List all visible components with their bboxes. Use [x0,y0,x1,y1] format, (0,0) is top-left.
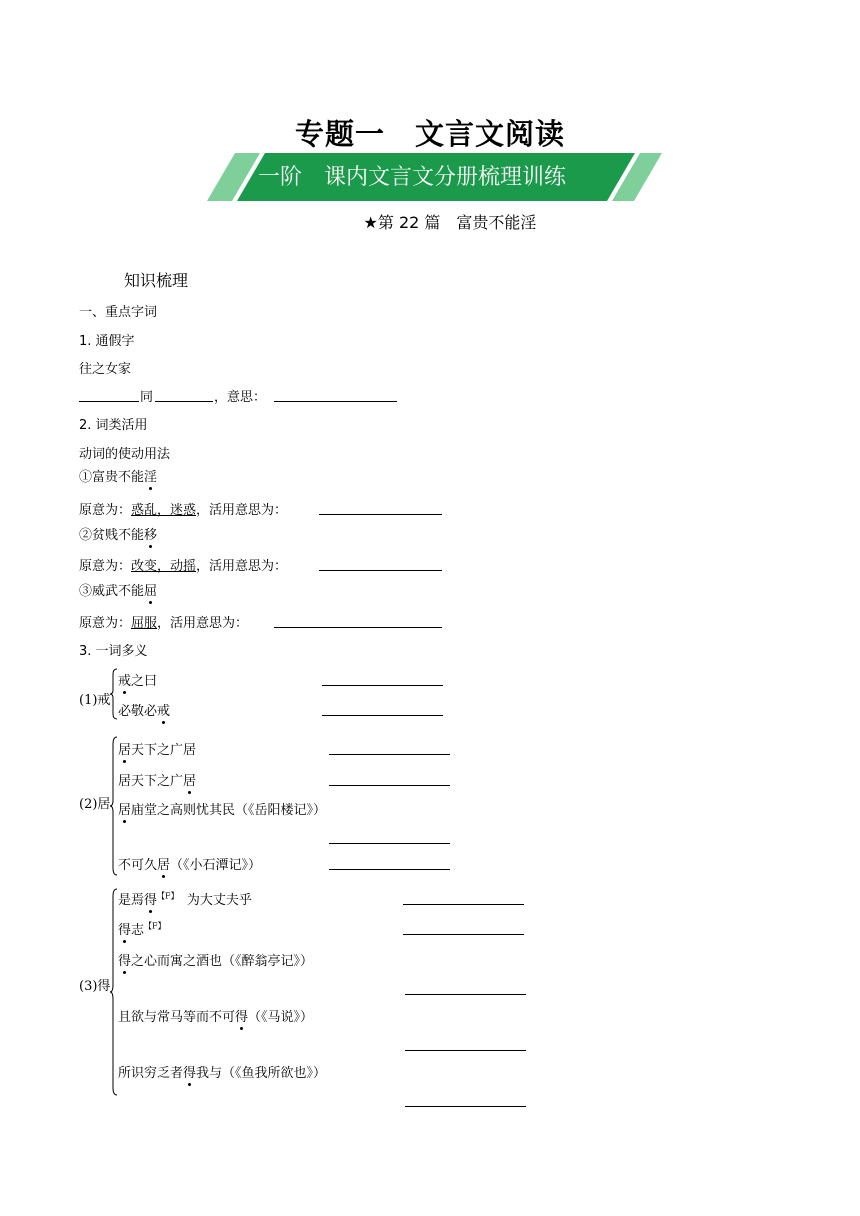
blank-line[interactable] [329,754,450,755]
meaning-example: 且欲与常马等而不可得（《马说》） [118,1006,313,1025]
blank-line[interactable] [329,869,450,870]
meaning-example: 居天下之广居 [118,770,196,789]
brace-icon [110,888,118,1096]
part-heading: 一、重点字词 [79,305,158,320]
meaning-example: 得志$^{【F】}$ [118,919,166,938]
blank-line[interactable] [155,401,213,402]
tongjiazi-example: 往之女家 [79,362,132,377]
example-sentence: ①富贵不能淫 [79,466,157,485]
duoyi-heading: 3. 一词多义 [79,644,148,659]
meaning-example: 不可久居（《小石潭记》） [118,854,261,873]
banner-title: 一阶 课内文言文分册梳理训练 [258,165,567,190]
blank-line[interactable] [322,715,443,716]
cilei-heading: 2. 词类活用 [79,418,148,433]
example-sentence: ②贫贱不能移 [79,524,157,543]
meaning-example: 居庙堂之高则忧其民（《岳阳楼记》） [118,799,326,818]
group-label: (2)居 [79,797,111,812]
blank-line[interactable] [405,1050,526,1051]
blank-line[interactable] [322,685,443,686]
meaning-example: 是焉得$^{【F】}$ 为大丈夫乎 [118,889,252,908]
blank-line[interactable] [319,570,442,571]
original-meaning: 原意为：改变，动摇，活用意思为： [79,559,288,574]
cilei-sub: 动词的使动用法 [79,447,171,462]
meaning-label: ，意思： [214,390,267,405]
group-label: (1)戒 [79,693,111,708]
blank-line[interactable] [403,904,524,905]
meaning-example: 所识穷乏者得我与（《鱼我所欲也》） [118,1062,326,1081]
blank-line[interactable] [274,401,397,402]
meaning-example: 戒之曰 [118,670,157,689]
meaning-example: 得之心而寓之酒也（《醉翁亭记》） [118,950,313,969]
blank-line[interactable] [274,627,442,628]
footnote-mark: 【F】 [144,921,166,931]
blank-line[interactable] [329,785,450,786]
brace-icon [110,668,118,720]
section-heading: 知识梳理 [124,271,189,290]
blank-line[interactable] [403,934,524,935]
brace-icon [110,736,118,876]
same-label: 同 [140,390,154,405]
blank-line[interactable] [319,514,442,515]
tongjiazi-heading: 1. 通假字 [79,334,135,349]
blank-line[interactable] [79,401,139,402]
meaning-example: 居天下之广居 [118,739,196,758]
meaning-example: 必敬必戒 [118,700,170,719]
key-char: 淫 [144,466,157,485]
blank-line[interactable] [405,1106,526,1107]
key-char: 移 [144,524,157,543]
example-sentence: ③威武不能屈 [79,580,157,599]
key-char: 屈 [144,580,157,599]
article-subtitle: ★第 22 篇 富贵不能淫 [363,213,537,232]
blank-line[interactable] [329,843,450,844]
original-meaning: 原意为：屈服，活用意思为： [79,616,249,631]
blank-line[interactable] [405,994,526,995]
original-meaning: 原意为：惑乱，迷惑，活用意思为： [79,503,288,518]
footnote-mark: 【F】 [157,891,179,901]
group-label: (3)得 [79,979,111,994]
page-title: 专题一 文言文阅读 [294,117,565,151]
